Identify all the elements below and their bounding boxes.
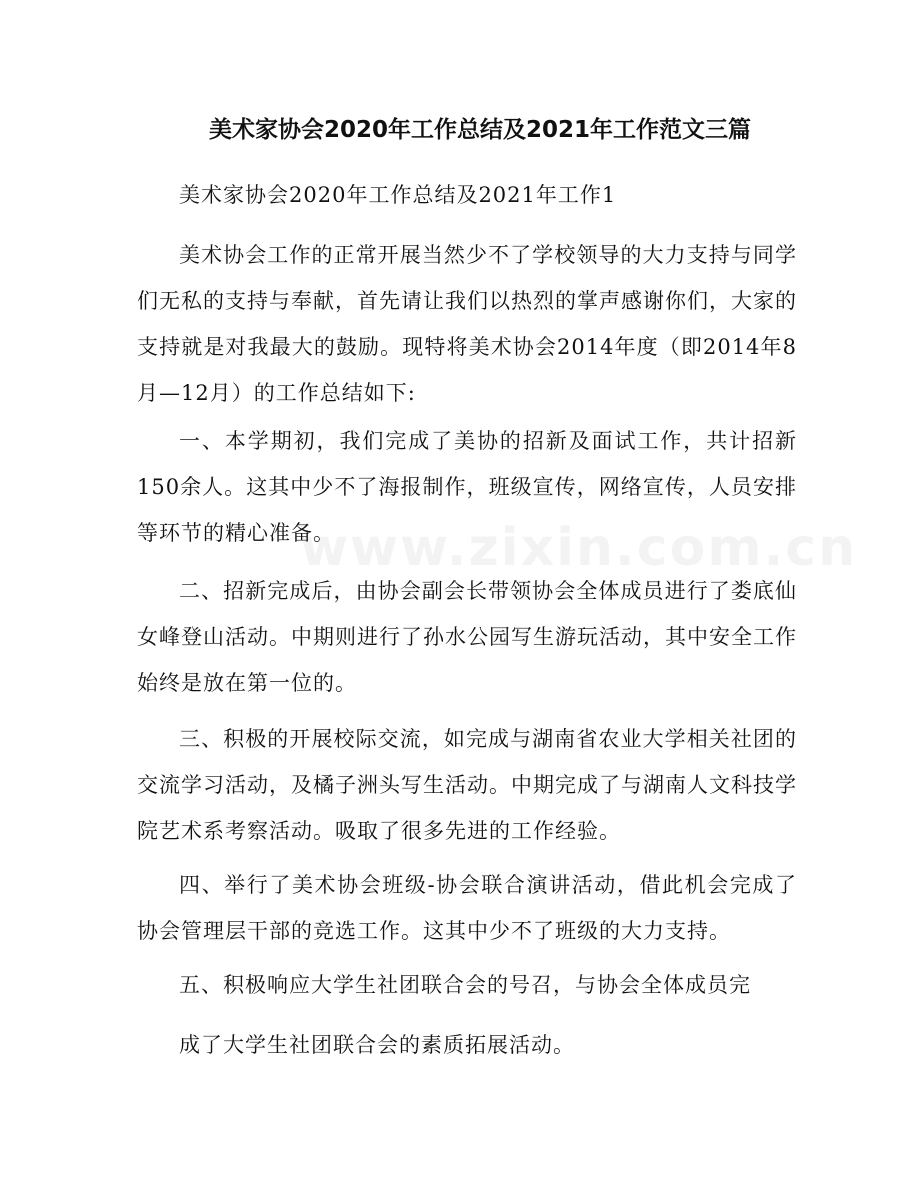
paragraph-item-4: 四、举行了美术协会班级-协会联合演讲活动，借此机会完成了协会管理层干部的竞选工作。这其中少不了班级的大力支持。 [137,873,797,943]
paragraph-item-5-continued: 成了大学生社团联合会的素质拓展活动。 [179,1033,575,1057]
paragraph-intro: 美术协会工作的正常开展当然少不了学校领导的大力支持与同学们无私的支持与奉献，首先请让我们以热烈的掌声感谢你们，大家的支持就是对我最大的鼓励。现特将美术协会2014年度（即2014年8月—12月）的工作总结如下: [137,243,797,405]
paragraph-item-5: 五、积极响应大学生社团联合会的号召，与协会全体成员完 [179,973,751,997]
document-subtitle: 美术家协会2020年工作总结及2021年工作1 [179,183,617,207]
document-title: 美术家协会2020年工作总结及2021年工作范文三篇 [208,117,752,143]
watermark: www.zixin.com.cn [300,518,858,578]
paragraph-item-2: 二、招新完成后，由协会副会长带领协会全体成员进行了娄底仙女峰登山活动。中期则进行了孙水公园写生游玩活动，其中安全工作始终是放在第一位的。 [137,579,797,695]
paragraph-item-1: 一、本学期初，我们完成了美协的招新及面试工作，共计招新150余人。这其中少不了海报制作，班级宣传，网络宣传，人员安排等环节的精心准备。 [137,429,797,545]
paragraph-item-3: 三、积极的开展校际交流，如完成与湖南省农业大学相关社团的交流学习活动，及橘子洲头写生活动。中期完成了与湖南人文科技学院艺术系考察活动。吸取了很多先进的工作经验。 [137,727,797,843]
